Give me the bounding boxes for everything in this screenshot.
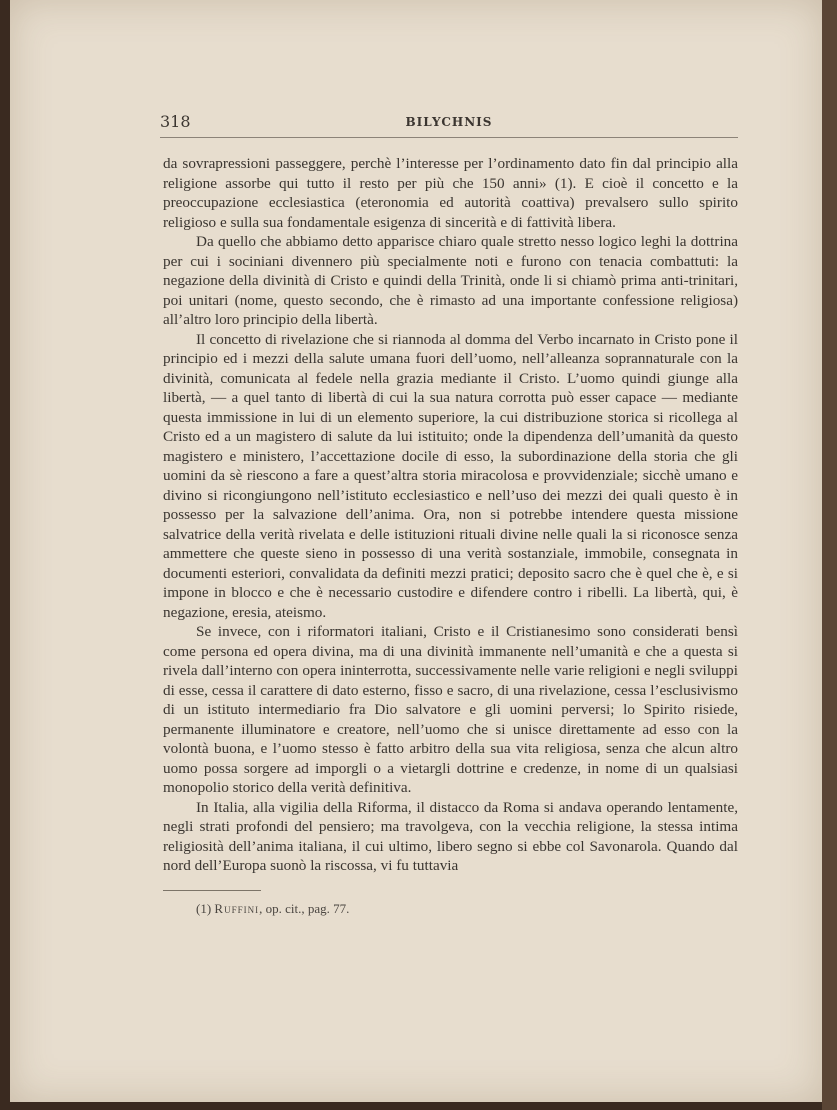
running-head: BILYCHNIS (405, 115, 493, 129)
footnote-citation: , op. cit., pag. 77. (259, 901, 350, 916)
footnote-rule (163, 890, 261, 891)
paragraph: Da quello che abbiamo detto apparisce chiaro quale stretto nesso logico leghi la dottrina per cui i sociniani divennero più specialmente noti e furono con tenacia combattuti: la negazione della divinità di Cristo e quindi della Trinità, onde li si chiamò prima anti-trinitari, poi unitari (nome, questo secondo, che è rimasto ad una importante confessione religiosa) all’altro loro principio della libertà. (163, 233, 738, 328)
paragraph: da sovrapressioni passeggere, perchè l’interesse per l’ordinamento dato fin dal principio alla religione assorbe qui tutto il resto per più che 150 anni» (1). E cioè il concetto e la preoccupazione ecclesiastica (eteronomia ed autorità coattiva) prevalsero sullo spirito religioso e sulla sua fondamentale esigenza di sincerità e di fattività libera. (163, 155, 738, 231)
page-number: 318 (160, 112, 191, 131)
header-rule (160, 137, 738, 138)
footnote-author: Ruffini (214, 901, 260, 916)
page-header (160, 112, 738, 136)
footnote-marker: (1) (196, 901, 212, 916)
paragraph: Se invece, con i riformatori italiani, Cristo e il Cristianesimo sono considerati bensì come persona ed opera divina, ma di una divinità immanente nell’umanità e che a questa si rivela dall’interno con opera ininterrotta, successivamente nelle varie religioni e negli sviluppi di esse, cessa il carattere di dato esterno, fisso e sacro, di una rivelazione, cessa l’esclusivismo di un istituto intermediario fra Dio salvatore e gli uomini perversi; lo Spirito risiede, permanente illuminatore e creatore, nell’uomo che si unisce direttamente ad esso con la volontà buona, e l’uomo stesso è fatto arbitro della sua vita religiosa, senza che alcun altro uomo possa sorgere ad imporgli o a vietargli dottrine e credenze, in nome di un qualsiasi monopolio storico della verità definitiva. (163, 623, 738, 796)
book-edge (822, 0, 837, 1110)
body-text (163, 154, 738, 876)
paragraph: In Italia, alla vigilia della Riforma, il distacco da Roma si andava operando lentamente, negli strati profondi del pensiero; ma travolgeva, con la vecchia religione, la stessa intima religiosità dell’anima italiana, il cui ultimo, libero segno si ebbe col Savonarola. Quando dal nord dell’Europa suonò la riscossa, vi fu tuttavia (163, 798, 738, 874)
paragraph: Il concetto di rivelazione che si riannoda al domma del Verbo incarnato in Cristo pone il principio ed i mezzi della salute umana fuori dell’uomo, nell’alleanza soprannaturale con la divinità, comunicata al fedele nella grazia mediante il Cristo. L’uomo quindi giunge alla libertà, — a quel tanto di libertà di cui la sua natura corrotta può esser capace — mediante questa immissione in lui di un elemento superiore, la cui distribuzione storica si ricollega al Cristo ed a un magistero di salute da lui istituito; onde la dipendenza dell’umanità da questo magistero e ministero, l’accettazione docile di esso, la subordinazione della storia che gli uomini da sè riescono a fare a quest’altra storia miracolosa e provvidenziale; sicchè umano e divino si ricongiungono nell’istituto ecclesiastico e nell’uso dei mezzi dei quali questo è in possesso per la salvazione dell’anima. Ora, non si potrebbe intendere questa missione salvatrice della verità rivelata e delle istituzioni rituali divine nelle quali la si riconosce senza ammettere che queste sieno in possesso di una verità sostanziale, immobile, consegnata in documenti esteriori, convalidata da definiti mezzi pratici; deposito sacro che è quel che è, e si impone in blocco e che è necessario custodire e difendere contro i ribelli. La libertà, qui, è negazione, eresia, ateismo. (163, 330, 738, 621)
footnote (196, 901, 349, 917)
